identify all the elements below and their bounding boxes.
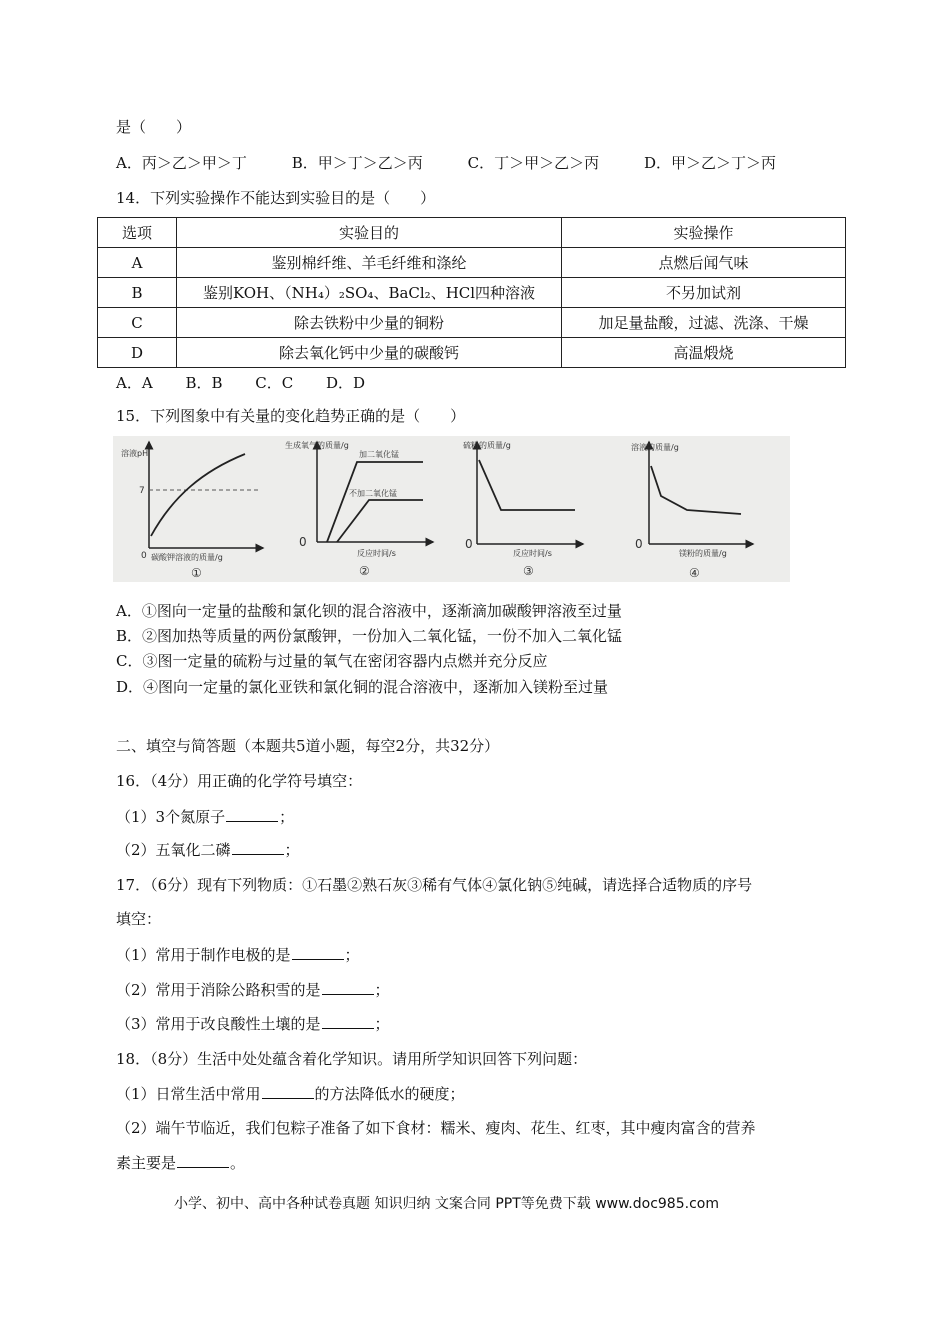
graph-3-curve [479,460,575,510]
answer-blank[interactable] [322,1014,374,1029]
graph-1-curve [151,454,245,536]
q17-item-1-text: （1）常用于制作电极的是 [116,946,291,964]
graph-3-xlabel: 反应时间/s [513,549,552,558]
graph-3-origin: 0 [465,537,473,551]
row-purpose: 除去氧化钙中少量的碳酸钙 [177,338,562,368]
row-option: B [98,278,177,308]
header-option: 选项 [98,218,177,248]
q18-item-2-text: 素主要是 [116,1154,177,1172]
graph-2-ylabel: 生成氧气的质量/g [285,441,349,450]
q17-stem-1: 17．（6分）现有下列物质：①石墨②熟石灰③稀有气体④氯化钠⑤纯碱，请选择合适物质的序号 [116,876,753,894]
q16-item-1 [116,806,294,827]
graph-2-curve-2-label: 不加二氧化锰 [349,489,397,498]
q14-stem: 14．下列实验操作不能达到实验目的是（ ） [116,189,436,207]
q16-item-2-text: （2）五氧化二磷 [116,841,231,859]
graph-4-origin: 0 [635,537,643,551]
q17-item-1-end: ； [344,946,360,964]
header-purpose: 实验目的 [177,218,562,248]
graph-2-xlabel: 反应时间/s [357,549,396,558]
q14-table [97,217,846,368]
graph-1-ylabel: 溶液pH [121,449,149,458]
graph-2 [285,440,433,578]
q17-item-3-text: （3）常用于改良酸性土壤的是 [116,1015,321,1033]
graph-2-curve-1 [327,462,423,542]
q15-option-d: D．④图向一定量的氯化亚铁和氯化铜的混合溶液中，逐渐加入镁粉至过量 [116,678,609,696]
answer-blank[interactable] [262,1084,314,1099]
q16-item-1-end: ； [279,808,295,826]
q14-options [116,372,365,393]
q18-item-1-text: （1）日常生活中常用 [116,1085,261,1103]
table-row [98,308,846,338]
graph-2-curve-1-label: 加二氧化锰 [359,450,399,459]
table-row [98,248,846,278]
q15-option-b: B．②图加热等质量的两份氯酸钾，一份加入二氧化锰，一份不加入二氧化锰 [116,627,623,645]
graph-2-curve-2 [337,500,423,542]
q15-stem: 15．下列图象中有关量的变化趋势正确的是（ ） [116,407,466,425]
graph-3 [463,440,583,578]
answer-blank[interactable] [232,840,284,855]
q15-graphs-image [113,436,790,582]
graph-4-xlabel: 镁粉的质量/g [679,549,727,558]
graph-1-origin: 0 [141,551,147,561]
graph-4-curve [651,466,741,514]
q13-tail: 是（ ） [116,118,192,136]
q17-item-3-end: ； [374,1015,390,1033]
q18-stem: 18．（8分）生活中处处蕴含着化学知识。请用所学知识回答下列问题： [116,1050,588,1068]
row-purpose: 鉴别KOH、（NH₄）₂SO₄、BaCl₂、HCl四种溶液 [177,278,562,308]
section-2-title: 二、填空与简答题（本题共5道小题，每空2分，共32分） [116,737,500,755]
row-purpose: 除去铁粉中少量的铜粉 [177,308,562,338]
answer-blank[interactable] [322,980,374,995]
q14-option-b: B．B [185,374,223,392]
q13-option-a: A．丙＞乙＞甲＞丁 [116,154,247,172]
row-option: A [98,248,177,278]
q16-item-1-text: （1）3个氮原子 [116,808,226,826]
graph-4-ylabel: 溶液的质量/g [631,443,679,452]
row-operation: 不另加试剂 [562,278,846,308]
row-option: C [98,308,177,338]
row-operation: 加足量盐酸，过滤、洗涤、干燥 [562,308,846,338]
q18-item-1 [116,1083,465,1104]
row-purpose: 鉴别棉纤维、羊毛纤维和涤纶 [177,248,562,278]
q18-item-2-line-1: （2）端午节临近，我们包粽子准备了如下食材：糯米、瘦肉、花生、红枣，其中瘦肉富含的营养 [116,1119,756,1137]
row-operation: 高温煅烧 [562,338,846,368]
q17-item-2 [116,979,390,1000]
graph-4-number: ④ [689,566,700,580]
q16-item-2 [116,839,300,860]
graph-3-number: ③ [523,564,534,578]
row-option: D [98,338,177,368]
answer-blank[interactable] [226,807,278,822]
q15-option-a: A．①图向一定量的盐酸和氯化钡的混合溶液中，逐渐滴加碳酸钾溶液至过量 [116,602,622,620]
q17-item-2-text: （2）常用于消除公路积雪的是 [116,981,321,999]
q17-stem-2: 填空： [116,910,162,928]
graph-1-xlabel: 碳酸钾溶液的质量/g [151,553,223,562]
q18-item-1-end: 的方法降低水的硬度； [314,1085,465,1103]
q14-option-a: A．A [116,374,153,392]
q13-option-c: C．丁＞甲＞乙＞丙 [467,154,600,172]
header-operation: 实验操作 [562,218,846,248]
q17-item-1 [116,944,360,965]
graph-2-origin: 0 [299,535,307,549]
graph-2-number: ② [359,564,370,578]
q14-option-d: D．D [326,374,366,392]
graph-1 [121,442,263,580]
q16-item-2-end: ； [284,841,300,859]
q17-item-2-end: ； [374,981,390,999]
graph-1-ref-value: 7 [139,486,145,496]
graph-4 [631,442,753,580]
row-operation: 点燃后闻气味 [562,248,846,278]
q16-stem: 16．（4分）用正确的化学符号填空： [116,772,363,790]
graph-3-ylabel: 硫粉的质量/g [463,441,511,450]
answer-blank[interactable] [292,945,344,960]
q18-item-2-line-2 [116,1152,245,1173]
answer-blank[interactable] [177,1153,229,1168]
q18-item-2-end: 。 [230,1154,246,1172]
q17-item-3 [116,1013,390,1034]
table-row [98,338,846,368]
q13-option-d: D．甲＞乙＞丁＞丙 [643,154,776,172]
q13-options [116,152,776,173]
q15-option-c: C．③图一定量的硫粉与过量的氧气在密闭容器内点燃并充分反应 [116,652,548,670]
table-header-row [98,218,846,248]
table-row [98,278,846,308]
q13-option-b: B．甲＞丁＞乙＞丙 [291,154,423,172]
graph-1-number: ① [191,566,202,580]
q14-option-c: C．C [255,374,294,392]
page-footer: 小学、初中、高中各种试卷真题 知识归纳 文案合同 PPT等免费下载 www.doc985.com [174,1196,719,1212]
